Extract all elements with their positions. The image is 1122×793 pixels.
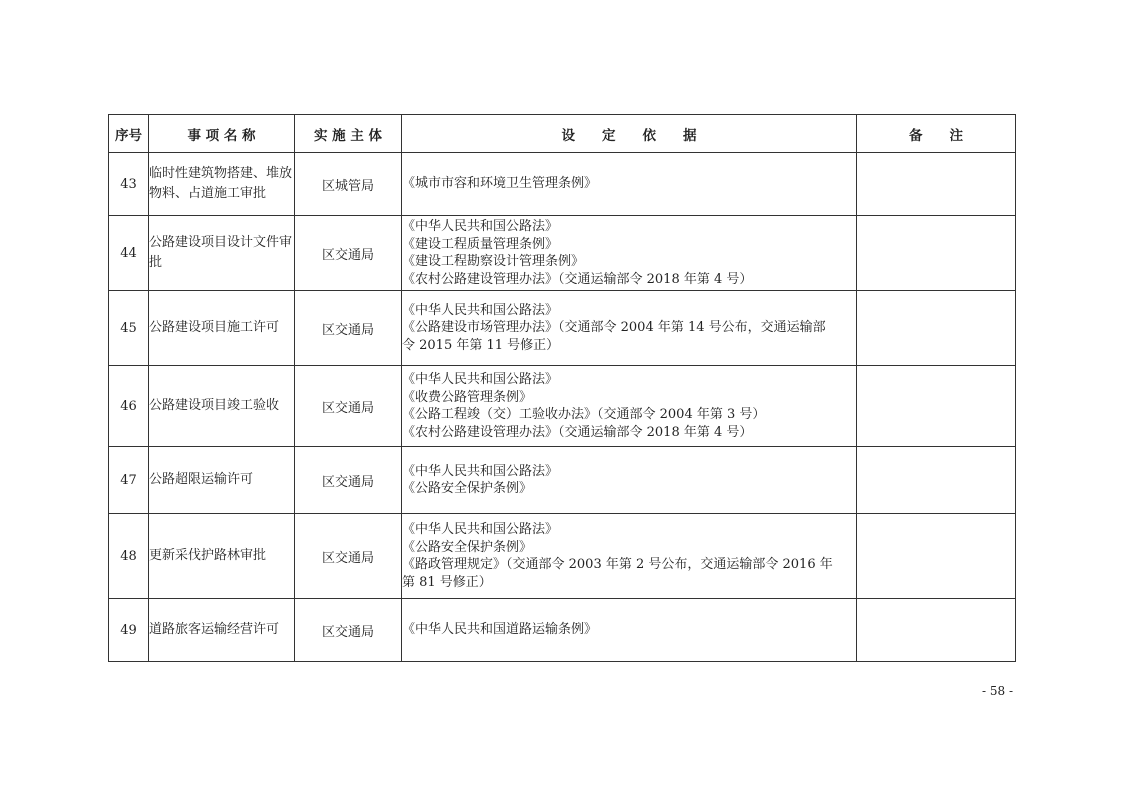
row-legal-basis [402,216,857,291]
row-implementing-body: 区交通局 [295,216,402,291]
table-row [109,366,1016,447]
legal-basis-line: 《中华人民共和国道路运输条例》 [402,622,598,638]
row-item-name: 临时性建筑物搭建、堆放物料、占道施工审批 [149,153,295,216]
row-item-name: 道路旅客运输经营许可 [149,599,295,662]
legal-basis-line: 令 2015 年第 11 号修正） [402,337,560,353]
row-legal-basis [402,447,857,514]
header-remarks: 备 注 [857,115,1016,153]
legal-basis-line: 《建设工程质量管理条例》 [402,236,559,252]
row-implementing-body: 区交通局 [295,366,402,447]
table-row [109,153,1016,216]
row-remarks [857,366,1016,447]
row-seq-number: 46 [109,366,149,447]
legal-basis-line: 《农村公路建设管理办法》（交通运输部令 2018 年第 4 号） [402,424,753,440]
row-legal-basis [402,366,857,447]
row-implementing-body: 区交通局 [295,447,402,514]
legal-basis-line: 《中华人民共和国公路法》 [402,219,559,234]
legal-basis-line: 《中华人民共和国公路法》 [402,522,559,537]
row-implementing-body: 区交通局 [295,514,402,599]
row-seq-number: 44 [109,216,149,291]
header-item-name: 事 项 名 称 [149,115,295,153]
row-item-name: 公路建设项目竣工验收 [149,366,295,447]
row-legal-basis [402,153,857,216]
row-seq-number: 47 [109,447,149,514]
row-legal-basis [402,599,857,662]
approval-items-table [108,114,1016,662]
row-seq-number: 45 [109,291,149,366]
row-remarks [857,514,1016,599]
row-remarks [857,216,1016,291]
table-row [109,514,1016,599]
legal-basis-line: 《建设工程勘察设计管理条例》 [402,254,585,269]
row-remarks [857,291,1016,366]
table-row [109,291,1016,366]
table-row [109,447,1016,514]
row-legal-basis [402,514,857,599]
table-header-row [109,115,1016,153]
row-remarks [857,447,1016,514]
legal-basis-line: 第 81 号修正） [402,574,492,590]
legal-basis-line: 《中华人民共和国公路法》 [402,302,559,318]
legal-basis-line: 《公路安全保护条例》 [402,539,533,555]
row-implementing-body: 区城管局 [295,153,402,216]
page-number: - 58 - [982,684,1014,698]
header-implementing-body: 实 施 主 体 [295,115,402,153]
legal-basis-line: 《路政管理规定》（交通部令 2003 年第 2 号公布，交通运输部令 2016 年 [402,557,833,572]
legal-basis-line: 《公路工程竣（交）工验收办法》（交通部令 2004 年第 3 号） [402,407,766,422]
row-seq-number: 43 [109,153,149,216]
row-implementing-body: 区交通局 [295,291,402,366]
row-seq-number: 49 [109,599,149,662]
row-item-name: 公路建设项目施工许可 [149,291,295,366]
legal-basis-line: 《城市市容和环境卫生管理条例》 [402,176,598,192]
header-seq: 序号 [109,115,149,153]
row-item-name: 公路建设项目设计文件审批 [149,216,295,291]
legal-basis-line: 《中华人民共和国公路法》 [402,463,559,479]
legal-basis-line: 《农村公路建设管理办法》（交通运输部令 2018 年第 4 号） [402,271,753,287]
row-implementing-body: 区交通局 [295,599,402,662]
header-legal-basis: 设 定 依 据 [402,115,857,153]
table-row [109,216,1016,291]
row-remarks [857,599,1016,662]
row-item-name: 公路超限运输许可 [149,447,295,514]
legal-basis-line: 《公路建设市场管理办法》（交通部令 2004 年第 14 号公布，交通运输部 [402,320,826,336]
row-seq-number: 48 [109,514,149,599]
legal-basis-line: 《中华人民共和国公路法》 [402,372,559,387]
row-remarks [857,153,1016,216]
row-legal-basis [402,291,857,366]
table-row [109,599,1016,662]
row-item-name: 更新采伐护路林审批 [149,514,295,599]
legal-basis-line: 《收费公路管理条例》 [402,389,533,405]
legal-basis-line: 《公路安全保护条例》 [402,481,533,496]
